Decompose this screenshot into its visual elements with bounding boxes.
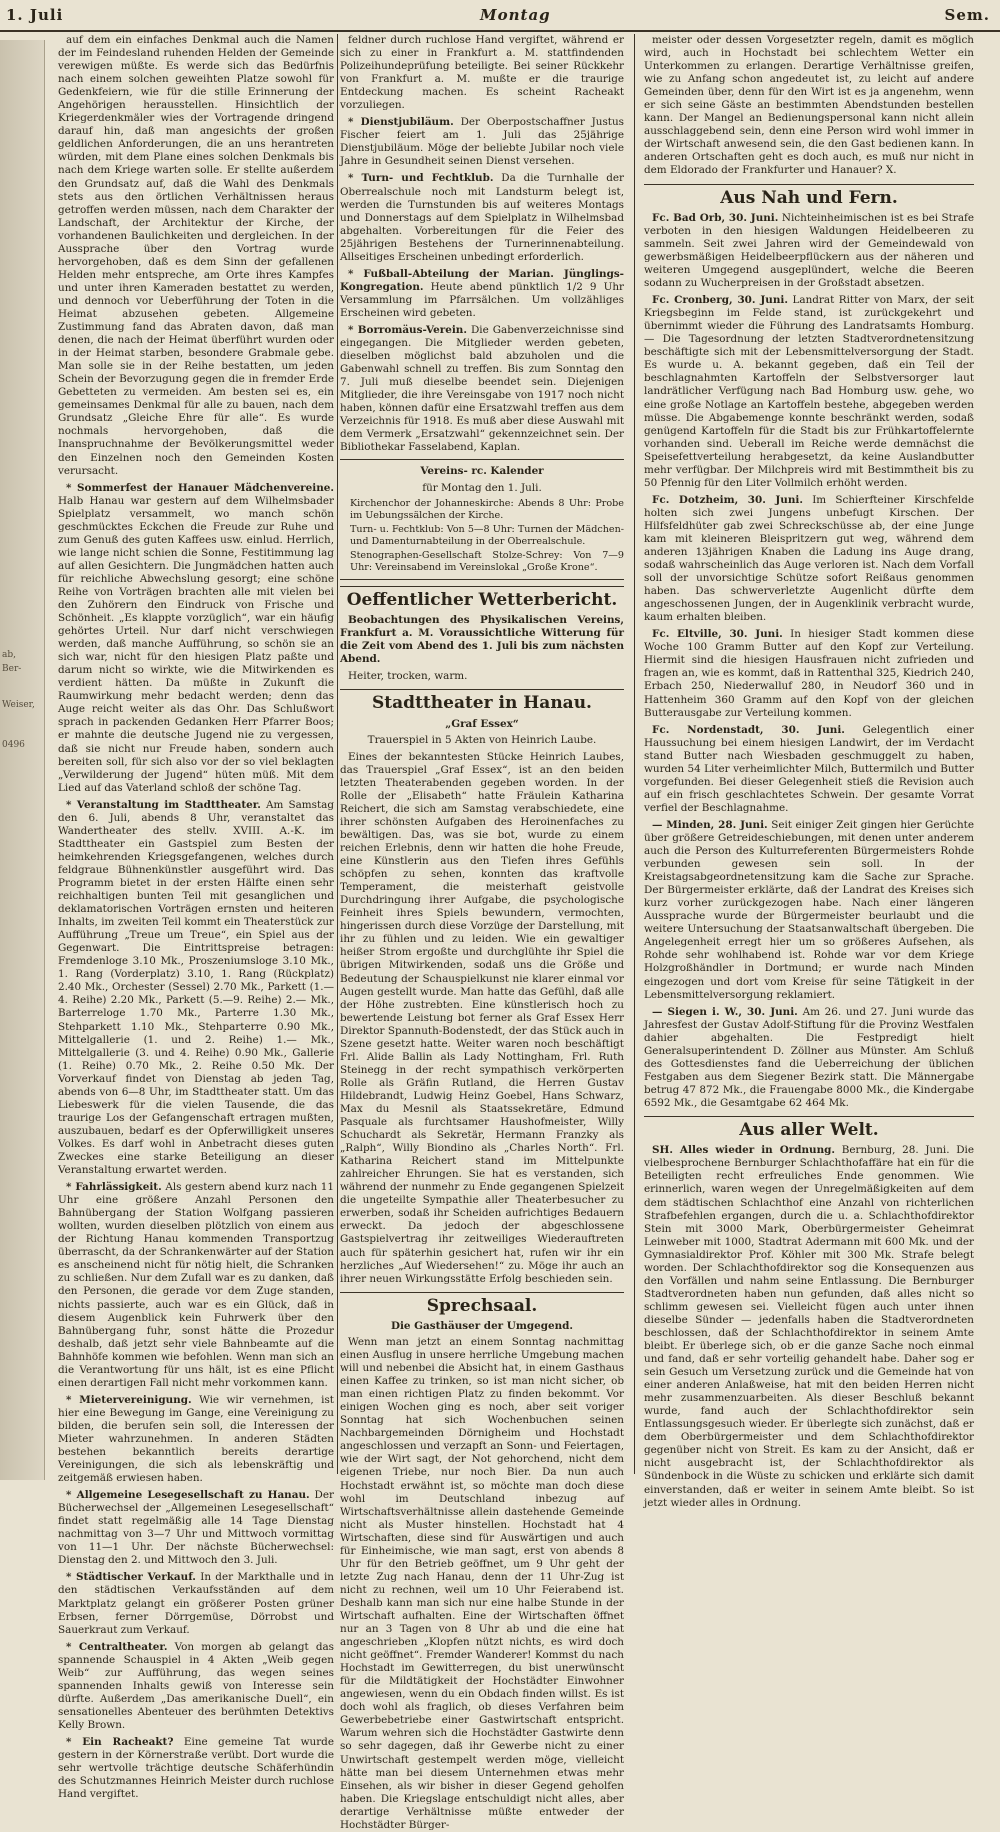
article: * Turn- und Fechtklub. Da die Turnhalle der Oberrealschule noch mit Landsturm belegt ist, werden die Turnstunden bis auf weiteres Montags und Donnerstags auf dem Spielplatz in Wilhelmsbad abgehalten. Vorbereitungen für die Feier des 25jährigen Bestehens der Turnerinnenabteilung. Allseitiges Erscheinen unbedingt erforderlich. bbox=[340, 172, 624, 263]
calendar-entry: Stenographen-Gesellschaft Stolze-Schrey: Von 7—9 Uhr: Vereinsabend im Vereinslokal „Große Krone“. bbox=[350, 549, 624, 573]
article: * Fußball-Abteilung der Marian. Jünglings-Kongregation. Heute abend pünktlich 1/2 9 Uhr Versammlung im Pfarrsälchen. Um vollzähliges Erscheinen wird gebeten. bbox=[340, 267, 624, 319]
sprechsaal-continuation: meister oder dessen Vorgesetzter regeln, damit es möglich wird, auch in Hochstadt bei schlechtem Wetter ein Unterkommen zu erlangen. Derartige Verhältnisse greifen, wie zu Anfang schon angedeutet ist, zu leicht auf andere Gemeinden über, denn für den Wirt ist es ja angenehm, wenn er sich seine Gäste an bestimmten Abendstunden bestellen kann. Der Mangel an Bedienungspersonal kann nicht allein ausschlaggebend sein, denn eine Person wird wohl immer in der Wirtschaft anwesend sein, die den Gast bedienen kann. In anderen Ortschaften geht es doch auch, es muß nur nicht in dem Eldorado der Frankfurter und Hanauer? X. bbox=[644, 34, 974, 177]
header-day: Montag bbox=[480, 6, 551, 24]
article: * Veranstaltung im Stadttheater. Am Samstag den 6. Juli, abends 8 Uhr, veranstaltet das Wandertheater des stellv. XVIII. A.-K. im Stadttheater ein Gastspiel zum Besten der heimkehrenden Kriegsgefangenen, welches durch feldgraue Bühnenkünstler ausgeführt wird. Das Programm bietet in der ersten Hälfte einen sehr reichhaltigen bunten Teil mit gesanglichen und deklamatorischen Vorträgen ernsten und heiteren Inhalts, im zweiten Teil kommt ein Theaterstück zur Aufführung „Treue um Treue“, ein Spiel aus der Gegenwart. Die Eintrittspreise betragen: Fremdenloge 3.10 Mk., Proszeniumsloge 3.10 Mk., 1. Rang (Vorderplatz) 3.10, 1. Rang (Rückplatz) 2.40 Mk., Orchester (Sessel) 2.70 Mk., Parkett (1.—4. Reihe) 2.20 Mk., Parkett (5.—9. Reihe) 2.— Mk., Barterreloge 1.70 Mk., Parterre 1.30 Mk., Stehparkett 1.10 Mk., Stehparterre 0.90 Mk., Mittelgallerie (1. und 2. Reihe) 1.— Mk., Mittelgallerie (3. und 4. Reihe) 0.90 Mk., Gallerie (1. Reihe) 0.70 Mk., 2. Reihe 0.50 Mk. Der Vorverkauf findet von Dienstag ab jeden Tag, abends von 6—8 Uhr, im Stadttheater statt. Um das Liebeswerk für die vielen Tausende, die das traurige Los der Gefangenschaft ertragen mußten, auszubauen, bedarf es der Opferwilligkeit unseres Volkes. Es darf wohl in Anbetracht dieses guten Zweckes eine starke Beteiligung an dieser Veranstaltung erwartet werden. bbox=[58, 798, 334, 1177]
weather-heading: Oeffentlicher Wetterbericht. bbox=[340, 586, 624, 611]
article: * Fahrlässigkeit. Als gestern abend kurz nach 11 Uhr eine größere Anzahl Personen den Bahnübergang der Station Wolfgang passieren wollten, wurden dieselben plötzlich von einem aus der Richtung Hanau kommenden Transportzug überrascht, da der Schrankenwärter auf der Station es anscheinend nicht für nötig hielt, die Schranken zu schließen. Nur dem Zufall war es zu danken, daß den Personen, die gerade vor dem Zuge standen, nichts passierte, auch war es ein Glück, daß in diesem Augenblick kein Fuhrwerk über den Bahnübergang fuhr, sonst hätte die Prozedur deshalb, daß jetzt sehr viele Bahnbeamte auf die Bahnhöfe kommen wie befohlen. Wenn man sich an die Verantwortung für uns hält, ist es eine Pflicht einen derartigen Fall nicht mehr vorkommen kann. bbox=[58, 1181, 334, 1389]
theater-subtitle: Trauerspiel in 5 Akten von Heinrich Laube. bbox=[367, 733, 597, 746]
news-item: Fc. Eltville, 30. Juni. In hiesiger Stadt kommen diese Woche 100 Gramm Butter auf den Kopf zur Verteilung. Hiermit sind die hiesigen Hausfrauen nicht zufrieden und fragen an, wie es kommt, daß in Rattenthal 325, Kiedrich 240, Erbach 250, Niederwalluf 280, in Neudorf 360 und in Hattenheim 360 Gramm auf den Kopf von der gleichen Butterausgabe zur Verteilung kommen. bbox=[644, 628, 974, 719]
news-item: Fc. Bad Orb, 30. Juni. Nichteinheimischen ist es bei Strafe verboten in den hiesigen Waldungen Heidelbeeren zu sammeln. Seit zwei Jahren wird der Gemeindewald von gewerbsmäßigen Heidelbeerpflückern aus der näheren und weiteren Umgegend ausgeplündert, welche die Beeren sodann zu Wucherpreisen in der Großstadt absetzen. bbox=[644, 211, 975, 290]
calendar-entry: Kirchenchor der Johanneskirche: Abends 8 Uhr: Probe im Uebungssälchen der Kirche. bbox=[350, 497, 624, 521]
aus-nah-heading: Aus Nah und Fern. bbox=[644, 184, 974, 209]
news-item: — Siegen i. W., 30. Juni. Am 26. und 27. Juni wurde das Jahresfest der Gustav Adolf-Stiftung für die Provinz Westfalen dahier abgehalten. Die Festpredigt hielt Generalsuperintendent D. Zöllner aus Münster. Am Schluß des Gottesdienstes fand die Ueberreichung der üblichen Festgaben aus dem Siegener Bezirk statt. Die Männergabe betrug 47 872 Mk., die Frauengabe 8000 Mk., die Kindergabe 6592 Mk., die Gesamtgabe 62 464 Mk. bbox=[644, 1005, 974, 1109]
calendar-entry: Turn- u. Fechtklub: Von 5—8 Uhr: Turnen der Mädchen- und Damenturnabteilung in der Oberrealschule. bbox=[350, 523, 624, 547]
article: * Mietervereinigung. Wie wir vernehmen, ist hier eine Bewegung im Gange, eine Vereinigung zu bilden, die berufen sein soll, die Interessen der Mieter wahrzunehmen. In anderen Städten bestehen bekanntlich bereits derartige Vereinigungen, die sich als lebenskräftig und zeitgemäß erwiesen haben. bbox=[58, 1393, 334, 1485]
calendar-subheading: für Montag den 1. Juli. bbox=[422, 481, 542, 494]
column-rule bbox=[634, 34, 635, 1474]
column-rule bbox=[337, 34, 338, 1474]
theater-review: Eines der bekanntesten Stücke Heinrich Laubes, das Trauerspiel „Graf Essex“, ist an den beiden letzten Theaterabenden gegeben worden. In der Rolle der „Elisabeth“ hatte Fräulein Katharina Reichert, die sich am Samstag verabschiedete, eine ihrer schönsten Aufgaben des Heroinenfaches zu bewältigen. Das, was sie bot, wurde zu einem reichen Erlebnis, denn wir hatten die hohe Freude, eine Künstlerin aus den Tiefen ihres Gefühls schöpfen zu sehen, konnten das kraftvolle Temperament, die meisterhaft geistvolle Durchdringung ihrer Aufgabe, die psychologische Feinheit ihres Spiels bewundern, vermochten, hingerissen durch diese Vorzüge der Darstellung, mit ihr zu fühlen und zu leiden. Wie ein gewaltiger heißer Strom ergoßte und durchglühte ihr Spiel die übrigen Mitwirkenden, sodaß uns die Größe und Bedeutung der Schauspielkunst nie klarer einmal vor Augen gestellt wurde. Man hatte das Gefühl, daß alle der Höhe zustrebten. Eine künstlerisch hoch zu bewertende Leistung bot ferner als Graf Essex Herr Direktor Spannuth-Bodenstedt, der das Stück auch in Szene gesetzt hatte. Weiter waren noch beschäftigt Frl. Alide Ballin als Lady Nottingham, Frl. Ruth Steinegg in der recht sympathisch verkörperten Rolle als Gräfin Rutland, die Herren Gustav Hildebrandt, Ludwig Heinz Goebel, Hans Schwarz, Max du Mesnil als Staatssekretäre, Edmund Pasquale als furchtsamer Haushofmeister, Willy Schuchardt als Sekretär, Hermann Franzky als „Ralph“, Willy Biondino als „Charles North“. Frl. Katharina Reichert stand im Mittelpunkte zahlreicher Ehrungen. Sie hat es verstanden, sich während der nunmehr zu Ende gegangenen Spielzeit die ungeteilte Sympathie aller Theaterbesucher zu erwerben, sodaß ihr Scheiden aufrichtiges Bedauern erweckt. Da jedoch der abgeschlossene Gastspielvertrag ihr zeitweiliges Wiederauftreten auch für späterhin gesichert hat, rufen wir ihr ein herzliches „Auf Wiedersehen!“ zu. Möge ihr auch an ihrer neuen Wirkungsstätte Erfolg beschieden sein. bbox=[340, 750, 624, 1285]
article: * Dienstjubiläum. Der Oberpostschaffner Justus Fischer feiert am 1. Juli das 25jährige Dienstjubiläum. Möge der beliebte Jubilar noch viele Jahre in Gesundheit seinen Dienst versehen. bbox=[340, 116, 625, 168]
margin-fragment: Ber- bbox=[2, 664, 22, 674]
article: auf dem ein einfaches Denkmal auch die Namen der im Feindesland ruhenden Helden der Gemeinde verewigen müßte. Es werde sich das Bedürfnis nach einem solchen geweihten Platze sowohl für Gedenkfeiern, wie für die stille Erinnerung der Angehörigen herausstellen. Hinsichtlich der Kriegerdenkmäler wies der Vortragende dringend darauf hin, daß man angesichts der großen geldlichen Anforderungen, die an uns herantreten würden, mit dem Plane eines solchen Denkmals bis nach dem Kriege warten solle. Er stellte außerdem den Grundsatz auf, daß die Wahl des Denkmals stets aus den örtlichen Verhältnissen heraus getroffen werden müssen, nach dem Charakter der Landschaft, der Architektur der Kirche, der vorhandenen Baulichkeiten und dergleichen. In der Aussprache über den Vortrag wurde hervorgehoben, daß es dem Sinn der gefallenen Helden mehr entspreche, am Orte ihres Kampfes und unter ihren Kameraden bestattet zu werden, und dennoch vor Ueberführung der Toten in die Heimat abzusehen gebeten. Allgemeine Zustimmung fand das Abraten davon, daß man denen, die nach der Heimat überführt wurden oder in der Heimat starben, besondere Grabmale gebe. Man solle sie in der Reihe bestatten, um jeden Schein der Bevorzugung gegen die in fremder Erde Gebetteten zu vermeiden. Am besten sei es, ein gemeinsames Denkmal für alle zu bauen, nach dem Grundsatz „Gleiche Ehre für alle“. Es wurde nochmals hervorgehoben, daß die Inanspruchnahme der Bevölkerungsmittel weder den Einzelnen noch den Gemeinden Kosten verursacht. bbox=[58, 34, 334, 477]
news-item: Fc. Nordenstadt, 30. Juni. Gelegentlich einer Haussuchung bei einem hiesigen Landwirt, der im Verdacht stand Butter nach Wiesbaden geschmuggelt zu haben, wurden 54 Liter verheimlichter Milch, Buttermilch und Butter vorgefunden. Bei dieser Gelegenheit stieß die Revision auch auf ein frisch geschlachtetes Schwein. Der gesamte Vorrat verfiel der Beschlagnahme. bbox=[644, 723, 974, 814]
article: * Centraltheater. Von morgen ab gelangt das spannende Schauspiel in 4 Akten „Weib gegen Weib“ zur Aufführung, das wegen seines spannenden Inhalts gewiß von Interesse sein dürfte. Außerdem „Das amerikanische Duell“, ein sensationelles Abenteuer des berühmten Detektivs Kelly Brown. bbox=[58, 1640, 335, 1731]
article: * Sommerfest der Hanauer Mädchenvereine. Halb Hanau war gestern auf dem Wilhelmsbader Spielplatz versammelt, wo manch schön geschmücktes Eckchen die Freude zur Ruhe und zum Genuß des guten Kaffees usw. einlud. Herrlich, wie lange nicht schien die Sonne, Festitimmung lag auf allen Gesichtern. Die Jungmädchen hatten auch für reichliche Abwechslung gesorgt; eine schöne Reihe von Vorträgen brachten alle mit vielen bei den Zuhörern den Eindruck von Frische und Schönheit. „Es klappte vorzüglich“, war ein häufig gehörtes Urteil. Nur darf nicht verschwiegen werden, daß manche Aufführung, so schön sie an sich war, nicht für den hiesigen Platz paßte und darum nicht so wirkte, wie die Mitwirkenden es verdient hätten. Da müßte in Zukunft die Raumwirkung mehr bedacht werden; denn das Auge reicht weiter als das Ohr. Das Schlußwort sprach in packenden Gedanken Herr Pfarrer Boos; er mahnte die deutsche Jugend nie zu vergessen, daß sie nicht nur Freude haben, sondern auch bereiten soll, für sich also vor der so viel beklagten „Verwilderung der Jugend“ hüten müß. Mit dem Lied auf das Vaterland schloß der schöne Tag. bbox=[58, 481, 334, 794]
sprechsaal-subheading: Die Gasthäuser der Umgegend. bbox=[390, 1319, 574, 1332]
weather-forecast: Heiter, trocken, warm. bbox=[348, 670, 468, 683]
margin-fragment: Weiser, bbox=[2, 700, 35, 710]
weather-text: Beobachtungen des Physikalischen Vereins, Frankfurt a. M. Voraussichtliche Witterung für die Zeit vom Abend des 1. Juli bis zum nächsten Abend. bbox=[340, 614, 624, 666]
news-item: SH. Alles wieder in Ordnung. Bernburg, 28. Juni. Die vielbesprochene Bernburger Schlachthofaffäre hat ein für die Beteiligten recht erfreuliches Ende genommen. Wie erinnerlich, waren wegen der Unregelmäßigkeiten auf dem dem städtischen Schlachthof eine Anzahl von richterlichen Strafbefehlen ergangen, durch die u. a. Schlachthofdirektor Stein mit 3000 Mark, Oberbürgermeister Geheimrat Leinweber mit 1000, Stadtrat Adermann mit 600 Mk. und der Gymnasialdirektor Prof. Köhler mit 300 Mk. Strafe belegt worden. Der Schlachthofdirektor sog die Konsequenzen aus den Vorfällen und nahm seine Entlassung. Die Bernburger Stadtverordneten haben nun gefunden, daß alles nicht so schlimm gewesen sei. Vielleicht fügen auch unter ihnen dieselbe Sünder — jedenfalls haben die Stadtverordneten beschlossen, daß der Schlachthofdirektor in seinem Amte bleibt. Er überlege sich, ob er die ganze Sache noch einmal und fand, daß er sehr vorteilig gehandelt habe. Daher sog er sein Gesuch um Versetzung zurück und die Gemeinde hat von einer anderen Anlaßweise, hat mit den beiden Herren nicht mehr zusammenzuarbeiten. Als dieser Beschluß bekannt wurde, fand auch der Schlachthofdirektor sein Entlassungsgesuch wieder. Er überlegte sich zunächst, daß er dem Oberbürgermeister und dem Schlachthofdirektor gegenüber nicht von Streit. Es kam zu der Ansicht, daß er nicht ausgebracht ist, der Schlachthofdirektor als Sündenbock in die Wüste zu schicken und erklärte sich damit einverstanden, daß er weiter in seinem Amte bleibt. So ist jetzt wieder alles in Ordnung. bbox=[644, 1144, 974, 1509]
news-item: — Minden, 28. Juni. Seit einiger Zeit gingen hier Gerüchte über größere Getreideschiebungen, mit denen unter anderem auch die Person des Kulturreferenten Bürgermeisters Rohde verbunden gewesen sein soll. In der Kreistagsabgeordnetensitzung kam die Sache zur Sprache. Der Bürgermeister erklärte, daß der Landrat des Kreises sich kurz vorher zurückgezogen habe. Nach einer längeren Aussprache wurde der Bürgermeister beurlaubt und die weitere Untersuchung der Staatsanwaltschaft übergeben. Die Angelegenheit erregt hier um so größeres Aufsehen, als Rohde sehr wohlhabend ist. Rohde war vor dem Kriege Holzgroßhändler in Dortmund; er wurde nach Minden eingezogen und dort vom Kreise für seine Tätigkeit in der Lebensmittelversorgung reklamiert. bbox=[644, 818, 974, 1001]
sprechsaal-heading: Sprechsaal. bbox=[340, 1292, 624, 1317]
header-page-mark: Sem. bbox=[944, 6, 990, 24]
column-3 bbox=[644, 34, 975, 1509]
theater-heading: Stadttheater in Hanau. bbox=[340, 689, 624, 714]
column-1 bbox=[58, 34, 335, 1801]
margin-fragment: 0496 bbox=[2, 740, 25, 750]
aus-aller-heading: Aus aller Welt. bbox=[644, 1116, 974, 1141]
calendar-heading: Vereins- rc. Kalender bbox=[420, 465, 544, 478]
sprechsaal-text: Wenn man jetzt an einem Sonntag nachmittag einen Ausflug in unsere herrliche Umgebung machen will und nebenbei die Absicht hat, in einem Gasthaus einen Kaffee zu trinken, so ist man nicht sicher, ob man einen richtigen Platz zu finden bekommt. Vor einigen Wochen ging es noch, aber seit voriger Sonntag hat sich Wochenbuchen seinen Nachbargemeinden Dörnigheim und Hochstadt angeschlossen und verzapft an Sonn- und Feiertagen, wie der Wirt sagt, der Not gehorchend, nicht dem eigenen Triebe, nur noch Bier. Da nun auch Hochstadt erwähnt ist, so möchte man doch diese wohl im Deutschland inbezug auf Wirtschaftsverhältnisse allein dastehende Gemeinde nicht als Muster hinstellen. Hochstadt hat 4 Wirtschaften, diese sind für Auswärtigen und auch für Einheimische, wie man sagt, erst von abends 8 Uhr für den Betrieb geöffnet, um 9 Uhr geht der letzte Zug nach Hanau, denn der 11 Uhr-Zug ist nicht zu rechnen, weil um 10 Uhr Feierabend ist. Deshalb kann man sich nur eine halbe Stunde in der Wirtschaft aufhalten. Eine der Wirtschaften öffnet nur an 3 Tagen von 8 Uhr ab und die eine hat angeschrieben „Klopfen nützt nichts, es wird doch nicht geöffnet“. Fremder Wanderer! Kommst du nach Hochstadt im Gewitterregen, du bist unerwünscht für die Mildtätigkeit der Hochstädter Einwohner angewiesen, wenn du ein Obdach finden willst. Es ist doch wohl als fraglich, ob dieses Verfahren beim Gewerbebetriebe einer Gastwirtschaft entspricht. Warum wehren sich die Hochstädter Gastwirte denn so sehr dagegen, daß ihr Gewerbe nicht zu einer Unwirtschaft gestempelt werden möge, vielleicht hätte man bei diesem Unternehmen etwas mehr Einsehen, als wir bisher in dieser Gegend geholfen haben. Die Kriegslage entschuldigt nicht alles, aber derartige Verhältnisse müßte entweder der Hochstädter Bürger- bbox=[340, 1336, 624, 1831]
news-item: Fc. Cronberg, 30. Juni. Landrat Ritter von Marx, der seit Kriegsbeginn im Felde stand, ist zurückgekehrt und übernimmt wieder die Führung des Landratsamts Homburg. — Die Tagesordnung der letzten Stadtverordnetensitzung beschäftigte sich mit der Lebensmittelversorgung der Stadt. Es wurde u. A. bekannt gegeben, daß ein Teil der beschlagnahmten Kartoffeln der Selbstversorger laut landrätlicher Verfügung nach Bad Homburg usw. gehe, wo eine große Notlage an Kartoffeln bestehe, abgegeben werden müsse. Die Abgabemenge konnte beschränkt werden, sodaß genügend Kartoffeln für die Stadt bis zur Frühkartoffelernte vorhanden sind. Ueberall im Reiche werde demnächst die Speisefettverteilung herabgesetzt, da keine Auslandbutter mehr verfügbar. Der Milchpreis wird mit Bestimmtheit bis zu 50 Pfennig für den Liter Vollmilch erhöht werden. bbox=[644, 294, 974, 489]
column-2 bbox=[340, 34, 625, 1831]
article: * Städtischer Verkauf. In der Markthalle und in den städtischen Verkaufsständen auf dem Marktplatz gelangt ein größerer Posten grüner Erbsen, ferner Dörrgemüse, Dörrobst und Sauerkraut zum Verkauf. bbox=[58, 1571, 334, 1636]
header-date: 1. Juli bbox=[6, 6, 64, 24]
news-item: Fc. Dotzheim, 30. Juni. Im Schierfteiner Kirschfelde holten sich zwei Jungens unbefugt Kirschen. Der Hilfsfeldhüter gab zwei Schreckschüsse ab, der eine Junge kam mit kleineren Bleispritzern gut weg, während dem anderen 13jährigen Knaben die Ladung ins Auge drang, sodaß wahrscheinlich das Auge verloren ist. Nach dem Vorfall soll der unvorsichtige Schütze sofort Reißaus genommen haben. Das schwerverletzte Augenlicht dürfte dem angeschossenen Jungen, der in Augenklinik verbracht wurde, kaum erhalten bleiben. bbox=[644, 493, 974, 624]
margin-fragment: ab, bbox=[2, 650, 16, 660]
article: * Allgemeine Lesegesellschaft zu Hanau. Der Bücherwechsel der „Allgemeinen Lesegesellschaft“ findet statt regelmäßig alle 14 Tage Dienstag nachmittag von 3—7 Uhr und Mittwoch vormittag von 11—1 Uhr. Der nächste Bücherwechsel: Dienstag den 2. und Mittwoch den 3. Juli. bbox=[58, 1489, 334, 1567]
article: * Borromäus-Verein. Die Gabenverzeichnisse sind eingegangen. Die Mitglieder werden gebeten, dieselben möglichst bald abzuholen und die Gabenwahl schnell zu treffen. Bis zum Sonntag den 7. Juli muß dieselbe beendet sein. Diejenigen Mitglieder, die ihre Vereinsgabe von 1917 noch nicht haben, können dafür eine Ersatzwahl treffen aus dem Verzeichnis für 1918. Es muß aber diese Auswahl mit dem Vermerk „Ersatzwahl“ gekennzeichnet sein. Der Bibliothekar Fasselabend, Kaplan. bbox=[340, 323, 624, 454]
theater-play-title: „Graf Essex“ bbox=[445, 717, 519, 730]
page-header-bar bbox=[0, 0, 1000, 32]
adjacent-page-edge bbox=[0, 40, 45, 1480]
article: * Ein Racheakt? Eine gemeine Tat wurde gestern in der Körnerstraße verübt. Dort wurde die sehr wertvolle trächtige deutsche Schäferhündin des Schutzmannes Heinrich Meister durch ruchlose Hand vergiftet. bbox=[58, 1736, 334, 1801]
article: feldner durch ruchlose Hand vergiftet, während er sich zu einer in Frankfurt a. M. stattfindenden Polizeihundeprüfung beteiligte. Bei seiner Rückkehr von Frankfurt a. M. mußte er die traurige Entdeckung machen. Es scheint Racheakt vorzuliegen. bbox=[340, 34, 624, 112]
club-calendar bbox=[340, 459, 624, 579]
